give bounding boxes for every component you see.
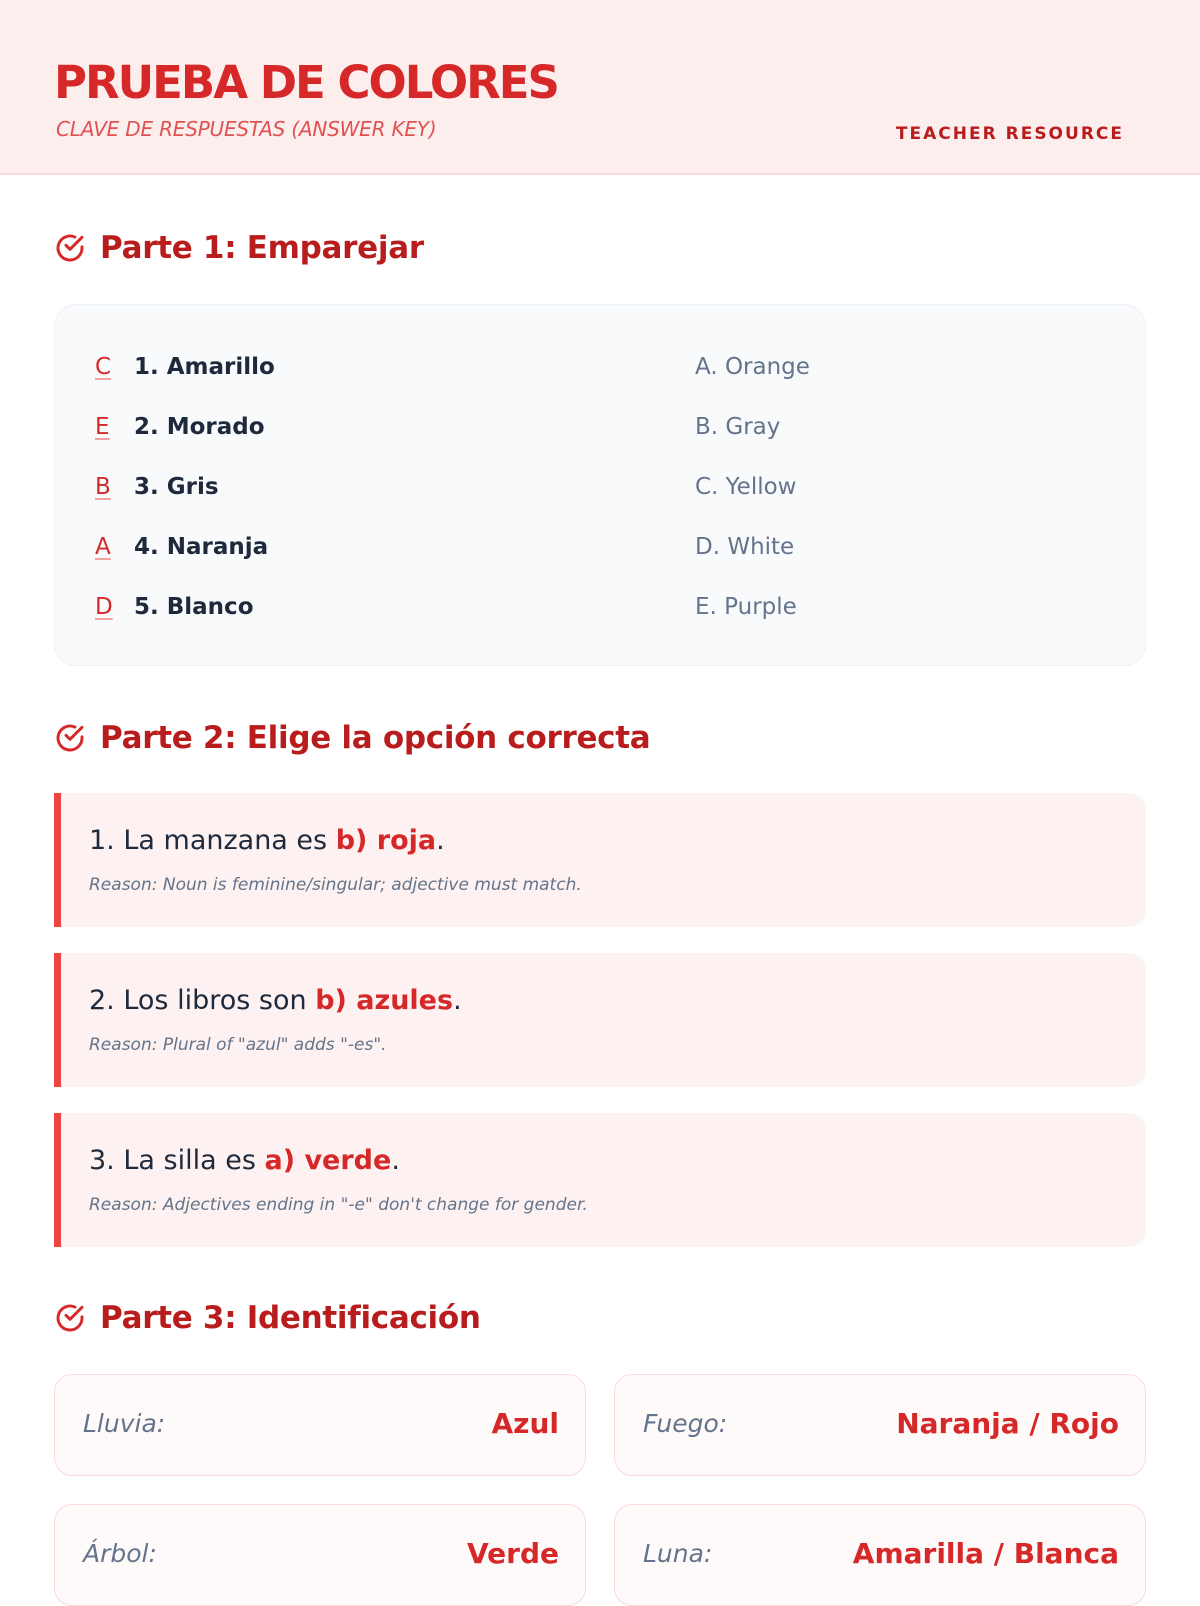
match-spanish-word: 2. Morado bbox=[134, 414, 265, 440]
teacher-resource-badge: TEACHER RESOURCE bbox=[895, 124, 1124, 144]
match-english-option: D. White bbox=[695, 534, 795, 560]
check-circle-icon bbox=[54, 722, 86, 754]
matching-box bbox=[54, 304, 1146, 666]
question-card bbox=[54, 953, 1146, 1087]
question-prefix: 2. Los libros son bbox=[89, 985, 316, 1016]
question-text bbox=[89, 985, 462, 1016]
match-english-option: A. Orange bbox=[695, 354, 810, 380]
check-circle-icon bbox=[54, 232, 86, 264]
match-spanish-word: 4. Naranja bbox=[134, 534, 269, 560]
match-spanish-word: 5. Blanco bbox=[134, 594, 254, 620]
question-answer: a) verde bbox=[264, 1145, 392, 1176]
question-text bbox=[89, 825, 445, 856]
check-circle-icon bbox=[54, 1302, 86, 1334]
question-prefix: 1. La manzana es bbox=[89, 825, 336, 856]
page-title: PRUEBA DE COLORES bbox=[54, 56, 558, 109]
identification-card bbox=[614, 1504, 1146, 1606]
identification-answer: Azul bbox=[491, 1407, 559, 1440]
question-reason: Reason: Adjectives ending in "-e" don't change for gender. bbox=[89, 1195, 588, 1215]
identification-label: Fuego: bbox=[643, 1409, 728, 1438]
part3-title-text: Parte 3: Identificación bbox=[100, 1300, 481, 1336]
identification-answer: Amarilla / Blanca bbox=[852, 1537, 1119, 1570]
question-card bbox=[54, 1113, 1146, 1247]
question-reason: Reason: Plural of "azul" adds "-es". bbox=[89, 1035, 387, 1055]
match-row bbox=[95, 467, 1105, 507]
match-answer: B bbox=[95, 474, 111, 500]
match-english-option: C. Yellow bbox=[695, 474, 797, 500]
part1-title bbox=[54, 230, 424, 266]
identification-label: Árbol: bbox=[83, 1539, 157, 1568]
part2-title bbox=[54, 720, 650, 756]
match-spanish-word: 3. Gris bbox=[134, 474, 219, 500]
question-text bbox=[89, 1145, 400, 1176]
part1-title-text: Parte 1: Emparejar bbox=[100, 230, 424, 266]
match-answer: A bbox=[95, 534, 111, 560]
match-answer: D bbox=[95, 594, 113, 620]
match-row bbox=[95, 347, 1105, 387]
question-suffix: . bbox=[436, 825, 445, 856]
identification-label: Lluvia: bbox=[83, 1409, 166, 1438]
match-answer: E bbox=[95, 414, 110, 440]
match-row bbox=[95, 527, 1105, 567]
match-row bbox=[95, 407, 1105, 447]
identification-card bbox=[54, 1374, 586, 1476]
part2-title-text: Parte 2: Elige la opción correcta bbox=[100, 720, 651, 756]
question-suffix: . bbox=[391, 1145, 400, 1176]
question-suffix: . bbox=[453, 985, 462, 1016]
question-prefix: 3. La silla es bbox=[89, 1145, 265, 1176]
question-reason: Reason: Noun is feminine/singular; adjective must match. bbox=[89, 875, 582, 895]
question-answer: b) azules bbox=[315, 985, 454, 1016]
match-row bbox=[95, 587, 1105, 627]
page-header bbox=[0, 0, 1200, 175]
question-card bbox=[54, 793, 1146, 927]
identification-answer: Verde bbox=[467, 1537, 559, 1570]
page-subtitle: CLAVE DE RESPUESTAS (ANSWER KEY) bbox=[56, 117, 437, 141]
match-spanish-word: 1. Amarillo bbox=[134, 354, 275, 380]
match-english-option: E. Purple bbox=[695, 594, 797, 620]
identification-answer: Naranja / Rojo bbox=[896, 1407, 1119, 1440]
match-english-option: B. Gray bbox=[695, 414, 781, 440]
identification-label: Luna: bbox=[643, 1539, 713, 1568]
question-answer: b) roja bbox=[335, 825, 437, 856]
part3-title bbox=[54, 1300, 481, 1336]
identification-card bbox=[54, 1504, 586, 1606]
identification-card bbox=[614, 1374, 1146, 1476]
match-answer: C bbox=[95, 354, 112, 380]
